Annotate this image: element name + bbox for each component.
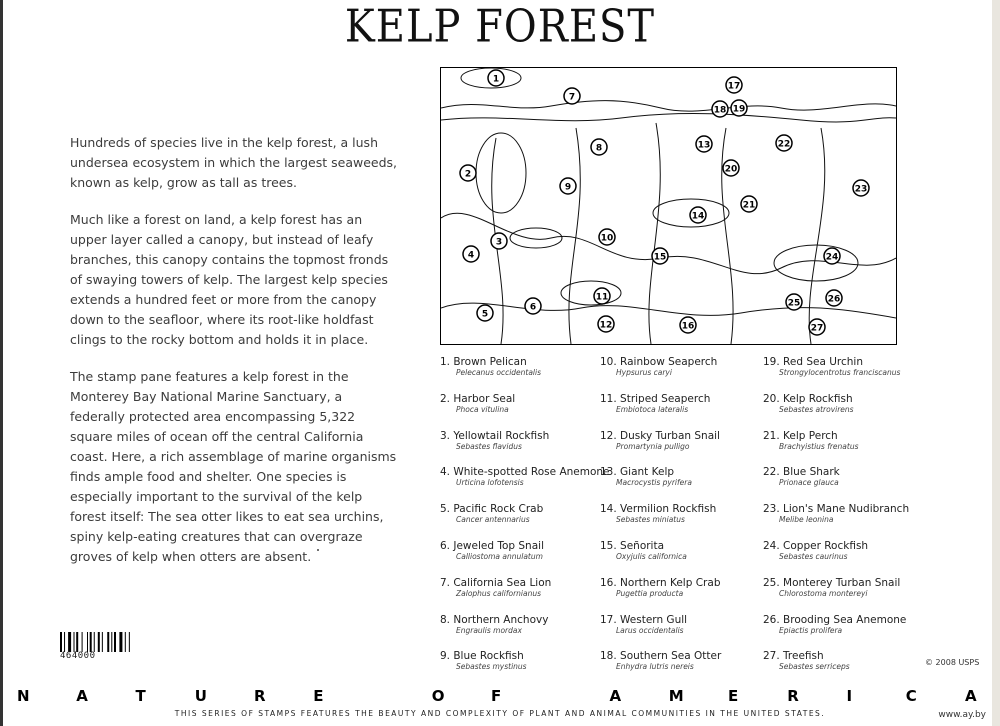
series-title-letter: M <box>668 687 684 705</box>
callout-marker <box>594 288 610 304</box>
callout-marker <box>680 317 696 333</box>
barcode-bar <box>64 632 65 652</box>
barcode-bar <box>90 632 92 652</box>
species-name: 4. White-spotted Rose Anemone <box>440 466 610 479</box>
callout-number: 9 <box>564 182 572 193</box>
callout-number: 2 <box>464 169 472 180</box>
species-name: 27. Treefish <box>763 650 824 663</box>
species-latin-name: Macrocystis pyrifera <box>616 478 692 488</box>
right-edge <box>992 0 1000 726</box>
species-name: 7. California Sea Lion <box>440 576 552 589</box>
species-name: 12. Dusky Turban Snail <box>600 429 720 442</box>
species-item <box>440 393 610 430</box>
species-latin-name: Oxyjulis californica <box>616 551 687 561</box>
species-name: 15. Señorita <box>600 539 665 552</box>
species-item <box>600 503 770 540</box>
species-name: 20. Kelp Rockfish <box>763 392 853 405</box>
species-latin-name: Pelecanus occidentalis <box>456 368 542 377</box>
callout-marker <box>564 88 580 104</box>
barcode <box>60 632 152 652</box>
species-name: 22. Blue Shark <box>763 466 840 479</box>
species-item <box>440 503 610 540</box>
barcode-bar <box>76 632 78 652</box>
callout-marker <box>488 70 504 86</box>
callout-marker <box>598 316 614 332</box>
intro-paragraph-2: Much like a forest on land, a kelp forest has an upper layer called a canopy, but instead of leafy branches, this canopy contains the topmost fronds of swaying towers of kelp. The largest kelp species extends a hundred feet or more from the canopy down to the seafloor, where its root-like holdfast clings to the rocky bottom and holds it in place. <box>70 212 389 347</box>
callout-number: 4 <box>467 250 475 261</box>
callout-marker <box>477 305 493 321</box>
series-title-letter: T <box>135 687 146 705</box>
callout-number: 5 <box>481 309 489 320</box>
species-item <box>600 614 770 651</box>
species-latin-name: Prionace glauca <box>779 478 839 488</box>
species-column-3 <box>763 356 933 687</box>
series-title-letter: R <box>254 687 266 705</box>
species-latin-name: Sebastes serriceps <box>779 662 850 672</box>
barcode-bar <box>94 632 95 652</box>
left-edge <box>0 0 3 726</box>
series-title-letter: A <box>609 687 622 705</box>
species-item <box>600 650 770 687</box>
series-title-letter: N <box>17 687 30 705</box>
illustration-svg <box>441 68 896 344</box>
species-name: 1. Brown Pelican <box>440 356 527 368</box>
barcode-bar <box>114 632 116 652</box>
barcode-bar <box>68 632 71 652</box>
barcode-bar <box>87 632 88 652</box>
callout-number: 8 <box>595 143 603 154</box>
callout-number: 27 <box>810 323 824 334</box>
callout-marker <box>690 207 706 223</box>
series-title-letter: R <box>787 687 799 705</box>
seal-outline <box>476 133 526 213</box>
barcode-bar <box>125 632 126 652</box>
species-name: 25. Monterey Turban Snail <box>763 576 901 589</box>
species-latin-name: Chlorostoma montereyi <box>779 588 868 598</box>
species-name: 23. Lion's Mane Nudibranch <box>763 503 910 516</box>
species-latin-name: Engraulis mordax <box>456 625 522 635</box>
callout-marker <box>776 135 792 151</box>
species-latin-name: Sebastes mystinus <box>456 662 527 672</box>
callout-marker <box>491 233 507 249</box>
intro-paragraph-3: The stamp pane features a kelp forest in the Monterey Bay National Marine Sanctuary, a federally protected area encompassing 5,322 square miles of ocean off the central California coast. Here, a rich assemblage of marine organisms finds ample food and shelter. One species is especially important to the survival of the kelp forest itself: The sea otter likes to eat sea urchins, spiny kelp-eating creatures that can overgraze groves of kelp when otters are absent. <box>70 369 397 564</box>
barcode-bar <box>107 632 109 652</box>
species-name: 17. Western Gull <box>600 613 688 626</box>
species-item <box>763 650 933 687</box>
series-title-letter: A <box>965 687 977 705</box>
callout-number: 13 <box>697 140 711 151</box>
callout-marker <box>560 178 576 194</box>
callout-number: 18 <box>713 105 727 116</box>
callout-marker <box>741 196 757 212</box>
series-title-letter: E <box>728 687 739 705</box>
callout-number: 23 <box>854 184 868 195</box>
barcode-bar <box>82 632 83 652</box>
callout-marker <box>463 246 479 262</box>
kelp-stalk <box>809 128 825 344</box>
species-item <box>763 356 933 393</box>
series-title-letter: F <box>491 687 502 705</box>
species-item <box>763 393 933 430</box>
species-name: 6. Jeweled Top Snail <box>440 539 544 552</box>
barcode-bar <box>129 632 130 652</box>
callout-number: 6 <box>529 302 537 313</box>
species-name: 11. Striped Seaperch <box>600 392 711 405</box>
species-name: 21. Kelp Perch <box>763 429 838 442</box>
species-item <box>763 540 933 577</box>
callout-marker <box>826 290 842 306</box>
species-column-1 <box>440 356 610 687</box>
species-item <box>440 430 610 467</box>
species-name: 8. Northern Anchovy <box>440 613 549 626</box>
species-name: 13. Giant Kelp <box>600 466 675 479</box>
water-surface-lower <box>441 114 896 122</box>
species-item <box>600 356 770 393</box>
species-latin-name: Pugettia producta <box>616 588 684 598</box>
callout-number: 12 <box>599 320 613 331</box>
callout-marker <box>786 294 802 310</box>
callout-marker <box>853 180 869 196</box>
series-title-letter: U <box>194 687 207 705</box>
intro-text <box>70 133 400 584</box>
callout-number: 26 <box>827 294 841 305</box>
callout-marker <box>723 160 739 176</box>
species-item <box>763 503 933 540</box>
callout-number: 14 <box>691 211 705 222</box>
species-latin-name: Larus occidentalis <box>616 625 684 635</box>
series-title <box>0 687 1000 705</box>
species-latin-name: Melibe leonina <box>779 515 834 525</box>
species-name: 18. Southern Sea Otter <box>600 650 722 663</box>
callout-number: 11 <box>595 292 609 303</box>
callout-number: 22 <box>777 139 791 150</box>
callout-number: 1 <box>492 74 500 85</box>
stray-dot <box>317 549 319 551</box>
water-surface <box>441 101 896 111</box>
species-latin-name: Embiotoca lateralis <box>616 404 689 414</box>
series-title-letter: I <box>846 687 853 705</box>
species-latin-name: Calliostoma annulatum <box>456 551 543 561</box>
callout-marker <box>726 77 742 93</box>
kelp-stalk <box>569 128 580 344</box>
species-name: 26. Brooding Sea Anemone <box>763 613 907 626</box>
species-item <box>600 430 770 467</box>
species-name: 24. Copper Rockfish <box>763 539 869 552</box>
species-name: 9. Blue Rockfish <box>440 650 524 663</box>
series-title-letter: A <box>76 687 88 705</box>
species-latin-name: Cancer antennarius <box>456 515 530 525</box>
callout-number: 24 <box>825 252 839 263</box>
callout-number: 21 <box>742 200 756 211</box>
species-item <box>763 430 933 467</box>
species-item <box>440 614 610 651</box>
copyright: © 2008 USPS <box>925 658 980 667</box>
series-title-letter: E <box>313 687 324 705</box>
species-latin-name: Enhydra lutris nereis <box>616 662 694 672</box>
species-latin-name: Epiactis prolifera <box>779 625 843 635</box>
species-latin-name: Sebastes flavidus <box>456 441 522 451</box>
species-item <box>440 356 610 393</box>
reef-outline <box>441 213 896 273</box>
kelp-forest-illustration <box>440 67 897 345</box>
callout-number: 25 <box>787 298 801 309</box>
intro-paragraph-1: Hundreds of species live in the kelp forest, a lush undersea ecosystem in which the largest seaweeds, known as kelp, grow as tall as trees. <box>70 135 398 190</box>
species-list <box>440 356 940 676</box>
seafloor-outline <box>441 303 896 318</box>
callout-number: 15 <box>653 252 667 263</box>
watermark: www.ay.by <box>938 710 986 720</box>
species-item <box>600 577 770 614</box>
barcode-bar <box>98 632 100 652</box>
callout-marker <box>712 101 728 117</box>
callout-marker <box>599 229 615 245</box>
species-name: 3. Yellowtail Rockfish <box>440 429 550 442</box>
species-latin-name: Promartynia pulligo <box>616 441 690 451</box>
callout-number: 17 <box>727 81 741 92</box>
callout-marker <box>460 165 476 181</box>
species-latin-name: Brachyistius frenatus <box>779 441 859 451</box>
species-item <box>440 540 610 577</box>
species-latin-name: Zalophus californianus <box>456 588 542 598</box>
callout-marker <box>525 298 541 314</box>
callout-number: 20 <box>724 164 738 175</box>
species-latin-name: Sebastes caurinus <box>779 551 848 561</box>
species-item <box>600 393 770 430</box>
callout-marker <box>731 100 747 116</box>
species-item <box>440 650 610 687</box>
species-name: 10. Rainbow Seaperch <box>600 356 718 368</box>
barcode-bar <box>102 632 103 652</box>
species-column-2 <box>600 356 770 687</box>
barcode-bar <box>60 632 62 652</box>
species-name: 19. Red Sea Urchin <box>763 356 863 368</box>
callout-number: 16 <box>681 321 695 332</box>
barcode-number: 464000 <box>60 651 96 661</box>
species-latin-name: Strongylocentrotus franciscanus <box>779 368 901 377</box>
barcode-bar <box>74 632 75 652</box>
page-title: KELP FOREST <box>344 1 656 53</box>
callout-marker <box>824 248 840 264</box>
series-title-letter: O <box>431 687 445 705</box>
species-item <box>600 466 770 503</box>
callout-number: 7 <box>568 92 576 103</box>
callout-marker <box>591 139 607 155</box>
species-name: 16. Northern Kelp Crab <box>600 576 721 589</box>
callout-number: 3 <box>495 237 503 248</box>
species-name: 14. Vermilion Rockfish <box>600 503 717 516</box>
species-name: 2. Harbor Seal <box>440 392 516 405</box>
species-item <box>763 466 933 503</box>
callout-number: 10 <box>600 233 614 244</box>
callout-marker <box>696 136 712 152</box>
callout-number: 19 <box>732 104 746 115</box>
species-item <box>763 614 933 651</box>
barcode-bar <box>111 632 112 652</box>
barcode-bar <box>119 632 122 652</box>
species-item <box>763 577 933 614</box>
species-item <box>440 466 610 503</box>
callout-marker <box>809 319 825 335</box>
species-item <box>600 540 770 577</box>
series-title-letter: C <box>905 687 917 705</box>
callout-marker <box>652 248 668 264</box>
species-latin-name: Phoca vitulina <box>456 404 509 414</box>
series-description: THIS SERIES OF STAMPS FEATURES THE BEAUTY AND COMPLEXITY OF PLANT AND ANIMAL COMMUNITIES IN THE UNITED STATES. <box>174 709 826 718</box>
species-latin-name: Sebastes miniatus <box>616 515 685 525</box>
species-latin-name: Sebastes atrovirens <box>779 404 854 414</box>
species-latin-name: Hypsurus caryi <box>616 368 672 377</box>
species-latin-name: Urticina lofotensis <box>456 478 524 488</box>
fish-outline <box>510 228 562 248</box>
species-item <box>440 577 610 614</box>
species-name: 5. Pacific Rock Crab <box>440 503 544 516</box>
